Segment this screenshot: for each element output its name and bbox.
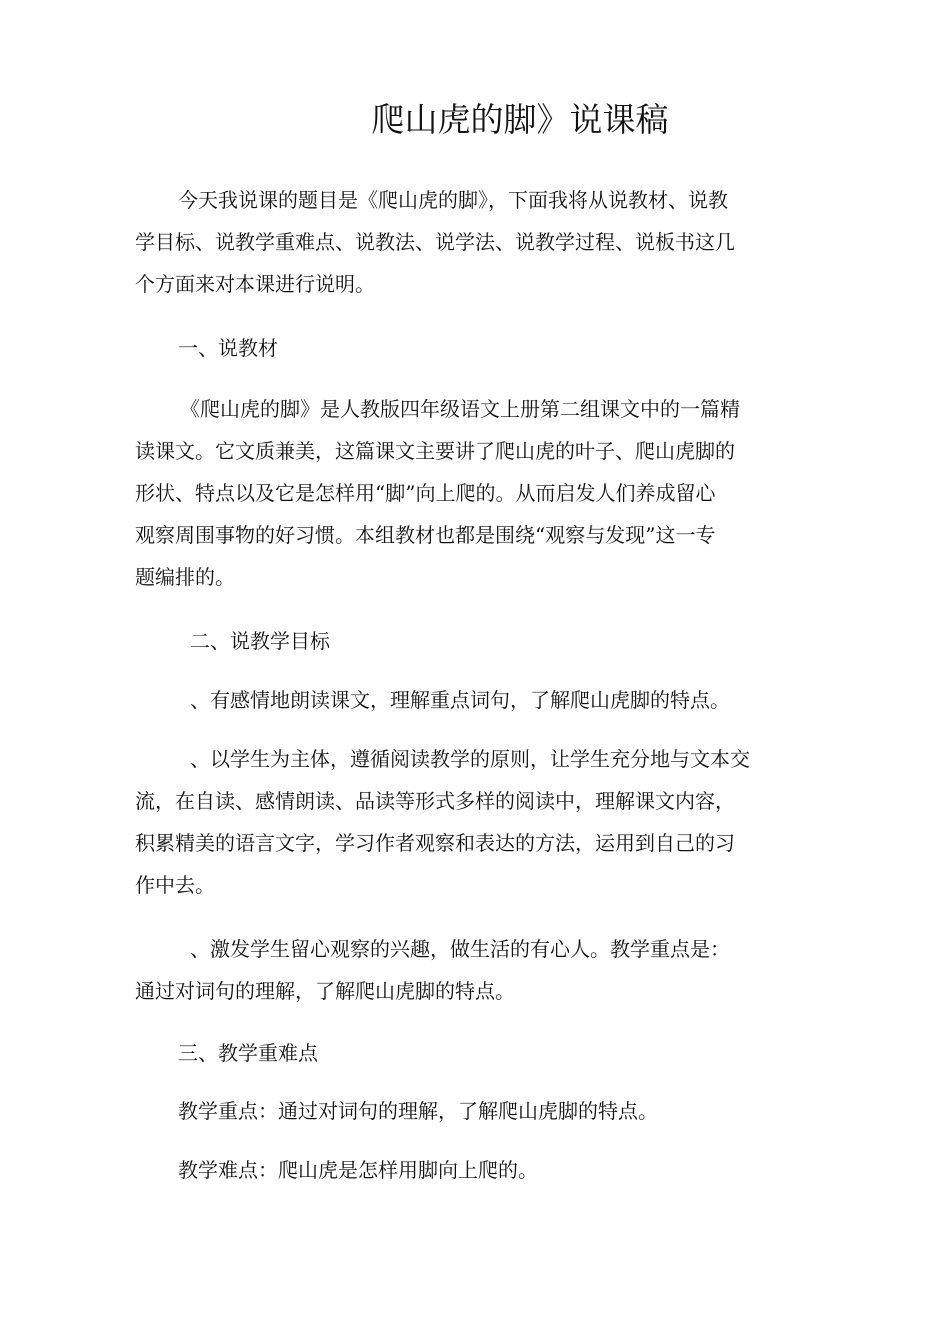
goal-3-line: 、激发学生留心观察的兴趣，做生活的有心人。教学重点是： <box>190 937 730 961</box>
goal-2-line: 积累精美的语言文字，学习作者观察和表达的方法，运用到自己的习 <box>135 831 735 855</box>
section1-line: 读课文。它文质兼美，这篇课文主要讲了爬山虎的叶子、爬山虎脚的 <box>135 439 735 463</box>
section1-heading: 一、说教材 <box>178 336 278 360</box>
goal-2-line: 、以学生为主体，遵循阅读教学的原则，让学生充分地与文本交 <box>190 747 750 771</box>
goal-2-line: 作中去。 <box>135 873 215 897</box>
key-point: 教学重点：通过对词句的理解，了解爬山虎脚的特点。 <box>178 1099 658 1123</box>
section1-line: 题编排的。 <box>135 565 235 589</box>
section1-line: 观察周围事物的好习惯。本组教材也都是围绕“观察与发现”这一专 <box>135 523 716 547</box>
intro-line: 个方面来对本课进行说明。 <box>135 272 375 296</box>
goal-3-line: 通过对词句的理解，了解爬山虎脚的特点。 <box>135 979 515 1003</box>
intro-line: 学目标、说教学重难点、说教法、说学法、说教学过程、说板书这几 <box>135 230 735 254</box>
goal-2-line: 流，在自读、感情朗读、品读等形式多样的阅读中，理解课文内容， <box>135 789 735 813</box>
difficult-point: 教学难点：爬山虎是怎样用脚向上爬的。 <box>178 1158 538 1182</box>
intro-line: 今天我说课的题目是《爬山虎的脚》，下面我将从说教材、说教 <box>178 188 728 212</box>
section1-line: 《爬山虎的脚》是人教版四年级语文上册第二组课文中的一篇精 <box>180 397 740 421</box>
section1-line: 形状、特点以及它是怎样用“脚”向上爬的。从而启发人们养成留心 <box>135 481 716 505</box>
section2-heading: 二、说教学目标 <box>190 629 330 653</box>
goal-1: 、有感情地朗读课文，理解重点词句，了解爬山虎脚的特点。 <box>190 688 730 712</box>
document-title: 爬山虎的脚》说课稿 <box>371 100 669 139</box>
section3-heading: 三、教学重难点 <box>178 1041 318 1065</box>
